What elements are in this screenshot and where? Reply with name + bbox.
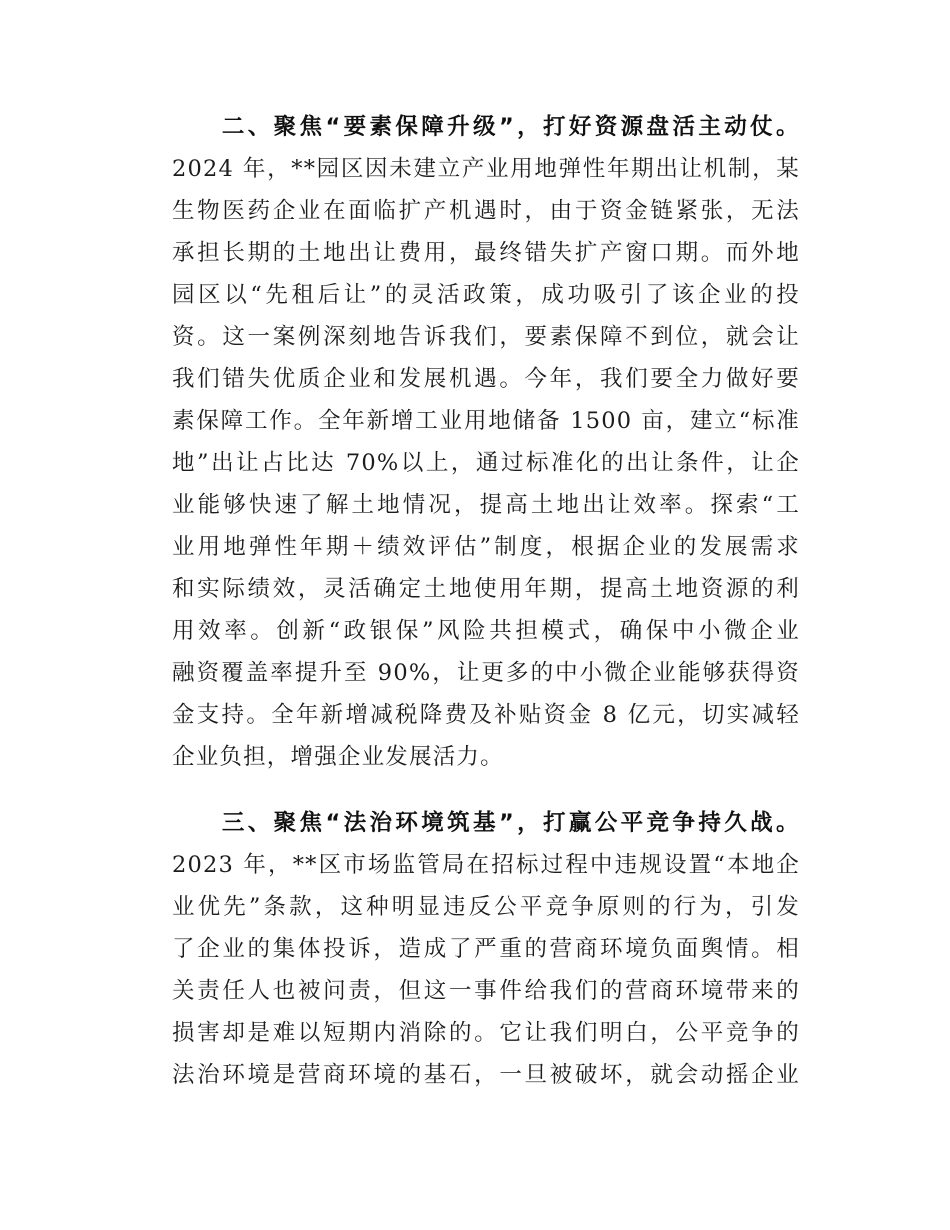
section-heading-text: 三、聚焦“法治环境筑基”，打赢公平竞争持久战。 [220, 810, 800, 836]
section-heading [172, 106, 800, 148]
paragraph-line: 我们错失优质企业和发展机遇。今年，我们要全力做好要 [172, 366, 800, 392]
paragraph-line: 生物医药企业在面临扩产机遇时，由于资金链紧张，无法 [172, 198, 800, 224]
section-3 [172, 802, 800, 1096]
paragraph-line: 了企业的集体投诉，造成了严重的营商环境负面舆情。相 [172, 936, 800, 962]
paragraph-line: 2023 年，**区市场监管局在招标过程中违规设置“本地企 [172, 852, 800, 878]
section-2 [172, 106, 800, 778]
paragraph-line: 地”出让占比达 70%以上，通过标准化的出让条件，让企 [172, 450, 800, 476]
paragraph-line: 损害却是难以短期内消除的。它让我们明白，公平竞争的 [172, 1020, 800, 1046]
paragraph-line: 承担长期的土地出让费用，最终错失扩产窗口期。而外地 [172, 240, 800, 266]
section-heading-text: 二、聚焦“要素保障升级”，打好资源盘活主动仗。 [220, 114, 800, 140]
paragraph-line: 法治环境是营商环境的基石，一旦被破坏，就会动摇企业 [172, 1062, 800, 1088]
paragraph-line: 园区以“先租后让”的灵活政策，成功吸引了该企业的投 [172, 282, 800, 308]
paragraph-line: 金支持。全年新增减税降费及补贴资金 8 亿元，切实减轻 [172, 702, 800, 728]
paragraph-line: 2024 年，**园区因未建立产业用地弹性年期出让机制，某 [172, 156, 800, 182]
paragraph-line: 资。这一案例深刻地告诉我们，要素保障不到位，就会让 [172, 324, 800, 350]
paragraph-line: 企业负担，增强企业发展活力。 [172, 744, 504, 770]
paragraph-line: 业用地弹性年期＋绩效评估”制度，根据企业的发展需求 [172, 534, 800, 560]
paragraph-line: 关责任人也被问责，但这一事件给我们的营商环境带来的 [172, 978, 800, 1004]
paragraph-line: 素保障工作。全年新增工业用地储备 1500 亩，建立“标准 [172, 408, 800, 434]
section-heading [172, 802, 800, 844]
paragraph-line: 业优先”条款，这种明显违反公平竞争原则的行为，引发 [172, 894, 800, 920]
paragraph-line: 融资覆盖率提升至 90%，让更多的中小微企业能够获得资 [172, 660, 800, 686]
paragraph-line: 和实际绩效，灵活确定土地使用年期，提高土地资源的利 [172, 576, 800, 602]
paragraph-line: 用效率。创新“政银保”风险共担模式，确保中小微企业 [172, 618, 800, 644]
paragraph-line: 业能够快速了解土地情况，提高土地出让效率。探索“工 [172, 492, 800, 518]
